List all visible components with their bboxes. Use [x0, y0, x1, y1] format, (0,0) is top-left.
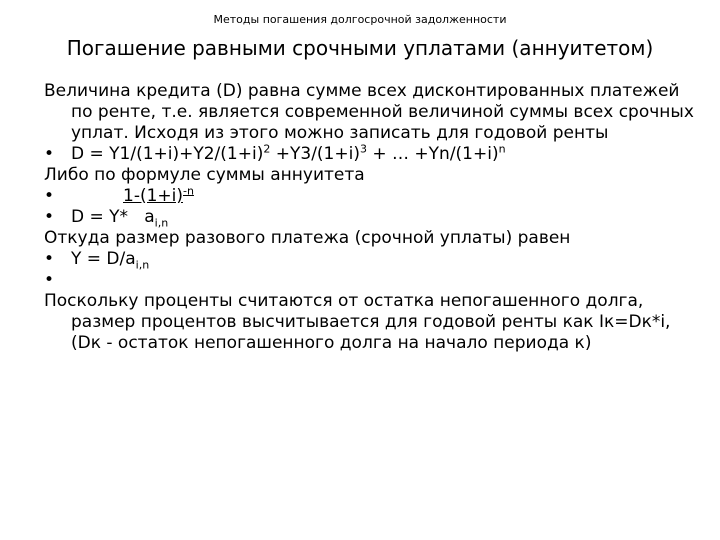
formula-text: $D = Y1/(1+i)+Y2/(1+i)^2 +Y3/(1+i)^3$ + … $+Yn/(1+i)^n$ [71, 142, 506, 164]
empty-bullet [44, 270, 694, 291]
formula-annuity-numerator [44, 186, 694, 207]
formula-text: $1-(1+i)^{-n}$ [123, 184, 194, 206]
formula-text: $Y = D/a_{i,n}$ [71, 249, 150, 272]
paragraph-interest: Поскольку проценты считаются от остатка непогашенного долга, размер процентов высчитывается для годовой ренты как Iк=Dк*i, (Dк - остаток непогашенного долга на начало периода к) [44, 291, 671, 353]
formula-present-value [44, 144, 694, 165]
slide-header: Методы погашения долгосрочной задолженности [213, 13, 507, 26]
formula-text: D = Y* $a_{i,n}$ [71, 207, 169, 230]
formula-payment [44, 249, 694, 270]
paragraph-loan-definition: Величина кредита (D) равна сумме всех дисконтированных платежей по ренте, т.е. является современной величиной суммы всех срочных уплат. Исходя из этого можно записать для годовой ренты [44, 81, 694, 143]
formula-annuity [44, 207, 694, 228]
bullet-icon: • [44, 270, 55, 290]
bullet-icon: • [44, 186, 55, 206]
slide-title: Погашение равными срочными уплатами (аннуитетом) [66, 36, 654, 60]
bullet-icon: • [44, 249, 55, 269]
paragraph-annuity-formula: Либо по формуле суммы аннуитета [44, 165, 365, 185]
paragraph-payment: Откуда размер разового платежа (срочной уплаты) равен [44, 228, 571, 248]
slide-body [44, 81, 694, 354]
bullet-icon: • [44, 144, 55, 164]
bullet-icon: • [44, 207, 55, 227]
